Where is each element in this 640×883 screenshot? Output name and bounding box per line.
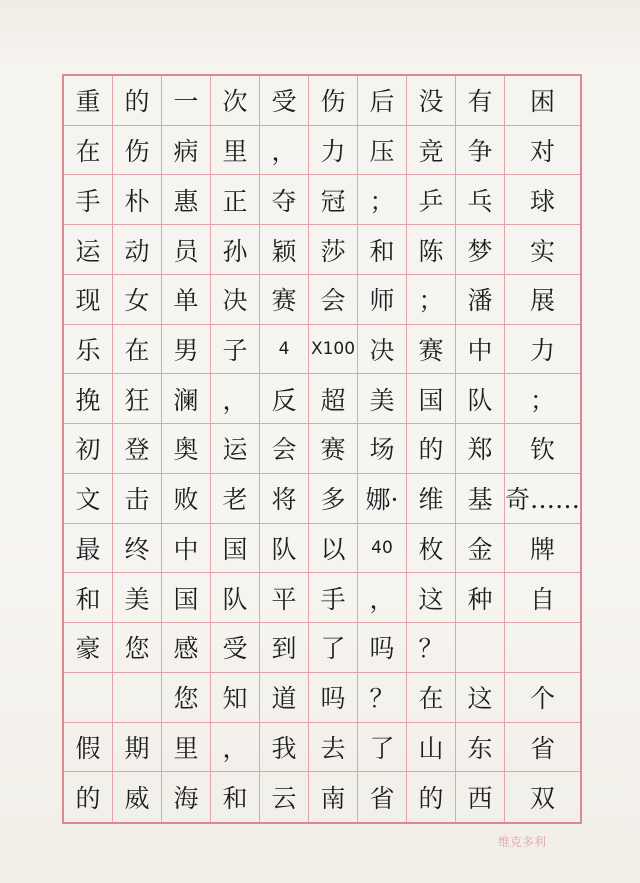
grid-cell-r3-c9: 乓 (456, 175, 505, 225)
grid-cell-r11-c1: 和 (64, 573, 113, 623)
grid-cell-r10-c8: 枚 (407, 524, 456, 574)
grid-cell-r6-c4: 子 (211, 325, 260, 375)
grid-cell-r12-c5: 到 (260, 623, 309, 673)
grid-cell-r8-c9: 郑 (456, 424, 505, 474)
grid-cell-r9-c6: 多 (309, 474, 358, 524)
grid-cell-r15-c4: 和 (211, 772, 260, 822)
grid-cell-r4-c9: 梦 (456, 225, 505, 275)
grid-cell-r10-c2: 终 (113, 524, 162, 574)
grid-cell-r15-c2: 威 (113, 772, 162, 822)
grid-cell-r6-c10: 力 (505, 325, 580, 375)
grid-cell-r6-c8: 赛 (407, 325, 456, 375)
grid-cell-r15-c9: 西 (456, 772, 505, 822)
grid-cell-r5-c3: 单 (162, 275, 211, 325)
grid-cell-r1-c4: 次 (211, 76, 260, 126)
grid-cell-r4-c10: 实 (505, 225, 580, 275)
grid-cell-r10-c5: 队 (260, 524, 309, 574)
grid-cell-r12-c10 (505, 623, 580, 673)
grid-cell-r10-c4: 国 (211, 524, 260, 574)
grid-cell-r9-c4: 老 (211, 474, 260, 524)
grid-cell-r14-c8: 山 (407, 723, 456, 773)
grid-cell-r7-c2: 狂 (113, 374, 162, 424)
grid-cell-r3-c10: 球 (505, 175, 580, 225)
grid-cell-r13-c4: 知 (211, 673, 260, 723)
grid-cell-r7-c4: ， (211, 374, 260, 424)
grid-cell-r3-c3: 惠 (162, 175, 211, 225)
grid-cell-r2-c3: 病 (162, 126, 211, 176)
grid-cell-r2-c6: 力 (309, 126, 358, 176)
grid-cell-r6-c2: 在 (113, 325, 162, 375)
grid-cell-r2-c7: 压 (358, 126, 407, 176)
grid-cell-r11-c6: 手 (309, 573, 358, 623)
grid-cell-r10-c6: 以 (309, 524, 358, 574)
grid-cell-r11-c4: 队 (211, 573, 260, 623)
grid-cell-r8-c8: 的 (407, 424, 456, 474)
grid-cell-r1-c5: 受 (260, 76, 309, 126)
grid-cell-r5-c5: 赛 (260, 275, 309, 325)
grid-cell-r5-c7: 师 (358, 275, 407, 325)
grid-cell-r1-c1: 重 (64, 76, 113, 126)
grid-cell-r8-c2: 登 (113, 424, 162, 474)
grid-cell-r14-c7: 了 (358, 723, 407, 773)
grid-cell-r12-c6: 了 (309, 623, 358, 673)
grid-cell-r9-c2: 击 (113, 474, 162, 524)
grid-cell-r15-c10: 双 (529, 784, 555, 814)
grid-cell-r13-c9: 这 (456, 673, 505, 723)
grid-cell-r14-c4: ， (211, 723, 260, 773)
grid-cell-r14-c6: 去 (309, 723, 358, 773)
grid-cell-r10-c3: 中 (162, 524, 211, 574)
grid-cell-r11-c3: 国 (162, 573, 211, 623)
grid-cell-r12-c2: 您 (113, 623, 162, 673)
grid-cell-r14-c2: 期 (113, 723, 162, 773)
grid-cell-r1-c10: 困 (505, 76, 580, 126)
grid-cell-r5-c8: ； (407, 275, 456, 325)
grid-cell-r10-c10: 牌 (505, 524, 580, 574)
grid-cell-r2-c9: 争 (456, 126, 505, 176)
grid-cell-r13-c5: 道 (260, 673, 309, 723)
grid-cell-r9-c7: 娜· (358, 474, 407, 524)
grid-cell-r1-c6: 伤 (309, 76, 358, 126)
grid-cell-r11-c2: 美 (113, 573, 162, 623)
grid-cell-r2-c10: 对 (505, 126, 580, 176)
grid-cell-r7-c9: 队 (456, 374, 505, 424)
grid-cell-r3-c8: 乒 (407, 175, 456, 225)
grid-cell-r8-c3: 奥 (162, 424, 211, 474)
grid-cell-r5-c2: 女 (113, 275, 162, 325)
grid-cell-r13-c2 (113, 673, 162, 723)
grid-cell-r12-c8: ？ (407, 623, 456, 673)
writing-grid (62, 74, 582, 824)
grid-cell-r14-c5: 我 (260, 723, 309, 773)
grid-cell-r11-c10: 自 (505, 573, 580, 623)
grid-cell-r7-c1: 挽 (64, 374, 113, 424)
grid-cell-r11-c7: ， (358, 573, 407, 623)
grid-cell-r9-c5: 将 (260, 474, 309, 524)
grid-cell-r4-c4: 孙 (211, 225, 260, 275)
grid-cell-r7-c10: ； (505, 374, 580, 424)
grid-cell-r1-c8: 没 (407, 76, 456, 126)
grid-cell-r6-c3: 男 (162, 325, 211, 375)
grid-cell-r13-c8: 在 (407, 673, 456, 723)
grid-cell-r5-c4: 决 (211, 275, 260, 325)
grid-cell-r6-c5: 4 (260, 325, 309, 375)
grid-cell-r6-c7: 决 (358, 325, 407, 375)
grid-cell-r7-c3: 澜 (162, 374, 211, 424)
grid-cell-r8-c6: 赛 (309, 424, 358, 474)
grid-cell-r9-c1: 文 (64, 474, 113, 524)
grid-cell-r13-c3: 您 (162, 673, 211, 723)
grid-cell-r12-c4: 受 (211, 623, 260, 673)
grid-cell-r8-c7: 场 (358, 424, 407, 474)
grid-cell-r6-c9: 中 (456, 325, 505, 375)
grid-cell-r14-c1: 假 (64, 723, 113, 773)
grid-cell-r2-c8: 竞 (407, 126, 456, 176)
grid-cell-r14-c9: 东 (456, 723, 505, 773)
grid-cell-r15-c8: 的 (407, 772, 456, 822)
grid-cell-r4-c6: 莎 (309, 225, 358, 275)
grid-cell-r5-c10: 展 (505, 275, 580, 325)
grid-cell-r7-c6: 超 (309, 374, 358, 424)
grid-cell-r1-c2: 的 (113, 76, 162, 126)
grid-cell-r3-c1: 手 (64, 175, 113, 225)
grid-cell-r2-c4: 里 (211, 126, 260, 176)
grid-cell-r10-c1: 最 (64, 524, 113, 574)
grid-cell-r11-c9: 种 (456, 573, 505, 623)
grid-cell-r9-c9: 基 (456, 474, 505, 524)
grid-cell-r12-c7: 吗 (358, 623, 407, 673)
grid-cell-r7-c8: 国 (407, 374, 456, 424)
grid-cell-r9-c3: 败 (162, 474, 211, 524)
grid-cell-r3-c5: 夺 (260, 175, 309, 225)
grid-cell-r14-c10: 省 (505, 723, 580, 773)
grid-cell-r15-c7: 省 (358, 772, 407, 822)
grid-cell-r8-c4: 运 (211, 424, 260, 474)
grid-cell-r5-c1: 现 (64, 275, 113, 325)
grid-cell-r11-c5: 平 (260, 573, 309, 623)
grid-cell-r3-c6: 冠 (309, 175, 358, 225)
watermark-text: 维克多利 (497, 835, 546, 849)
grid-cell-r7-c7: 美 (358, 374, 407, 424)
grid-cell-r9-c10: 奇…… (505, 474, 580, 524)
grid-cell-r5-c6: 会 (309, 275, 358, 325)
grid-cell-r10-c7: 40 (358, 524, 407, 574)
grid-cell-r7-c5: 反 (260, 374, 309, 424)
grid-cell-r1-c3: 一 (162, 76, 211, 126)
grid-cell-r15-c6: 南 (309, 772, 358, 822)
grid-cell-r2-c2: 伤 (113, 126, 162, 176)
grid-cell-r13-c7: ？ (358, 673, 407, 723)
grid-cell-r14-c3: 里 (162, 723, 211, 773)
grid-cell-r12-c1: 豪 (64, 623, 113, 673)
grid-cell-r2-c1: 在 (64, 126, 113, 176)
grid-cell-r13-c10: 个 (505, 673, 580, 723)
grid-cell-r6-c6: X100 (309, 325, 358, 375)
grid-cell-r3-c7: ； (358, 175, 407, 225)
grid-cell-r3-c4: 正 (211, 175, 260, 225)
grid-cell-r11-c8: 这 (407, 573, 456, 623)
grid-cell-r8-c5: 会 (260, 424, 309, 474)
grid-cell-r12-c3: 感 (162, 623, 211, 673)
grid-cell-r4-c1: 运 (64, 225, 113, 275)
grid-cell-r1-c9: 有 (456, 76, 505, 126)
grid-cell-r8-c1: 初 (64, 424, 113, 474)
grid-cell-r1-c7: 后 (358, 76, 407, 126)
grid-cell-r3-c2: 朴 (113, 175, 162, 225)
grid-cell-r4-c2: 动 (113, 225, 162, 275)
grid-cell-r5-c9: 潘 (456, 275, 505, 325)
grid-cell-r15-c3: 海 (162, 772, 211, 822)
grid-cell-r15-c1: 的 (64, 772, 113, 822)
grid-cell-r4-c5: 颖 (260, 225, 309, 275)
grid-cell-r2-c5: ， (260, 126, 309, 176)
grid-cell-r13-c1 (64, 673, 113, 723)
grid-cell-r4-c7: 和 (358, 225, 407, 275)
grid-cell-r6-c1: 乐 (64, 325, 113, 375)
grid-cell-r15-c5: 云 (260, 772, 309, 822)
grid-cell-r8-c10: 钦 (505, 424, 580, 474)
grid-cell-r4-c3: 员 (162, 225, 211, 275)
grid-cell-r9-c8: 维 (407, 474, 456, 524)
grid-cell-r10-c9: 金 (456, 524, 505, 574)
grid-cell-r12-c9 (456, 623, 505, 673)
grid-cell-r4-c8: 陈 (407, 225, 456, 275)
grid-cell-r13-c6: 吗 (309, 673, 358, 723)
